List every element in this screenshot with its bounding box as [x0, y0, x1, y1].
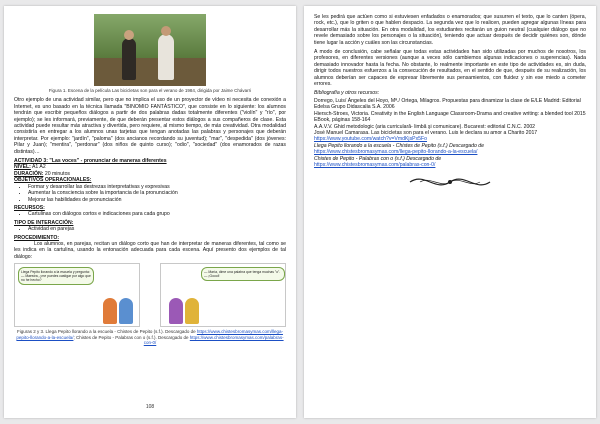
film-scene-photo	[94, 14, 206, 86]
list-item: • Actividad en parejas	[28, 226, 286, 232]
biblio-entry: José Manuel Camarasa. Las bicicletas son para el verano. Luis le declara su amor a Charito 2017	[314, 129, 538, 136]
maria-figure	[169, 298, 183, 324]
pepito-figure	[103, 298, 117, 324]
biblio-entry: Dorrego, Luis/ Ángeles del Hoyo, Mª./ Ortega, Milagros. Propuestas para dinamizar la clase de E/LE Madrid: Editorial Edelsa Grupo Didascalia S.A. 2006	[314, 97, 581, 111]
objetivos-heading: OBJETIVOS OPERACIONALES:	[14, 177, 92, 184]
figure-1-caption: Figura 1. Escena de la película Las bicicletas son para el verano de 1984, dirigida por Jaime Chávarri	[48, 88, 252, 93]
procedimiento-heading: PROCEDIMIENTO:	[14, 234, 60, 241]
biblio-entry: A.A.V.V. Ghid metodologic (aria curriculară- limbă şi comunicare). Bucarest: editorial C.N.C. 2002	[314, 123, 536, 130]
page-number: 108	[145, 403, 155, 410]
procedimiento-text: Los alumnos, en parejas, recitan un diálogo corto que han de interpretar de maneras diferentes, tal como se les indica en la cartulina, usando la entonación adecuada para cada escena. Aquí presento dos ejemplos de tal diálogo:	[14, 240, 286, 260]
flourish-icon	[405, 172, 495, 192]
figures-2-3-caption: Figuras 2 y 3. Llega Pepito llorando a la escuela - Chistes de Pepito (s.f.). Descargado de https://www.chistesbromasymas.com/llega-pepito-llorando-a-la-escuela/; Chistes de Pepito - Palabras con o (s.f.). Descargado de https://www.chistesbromasymas.com/palabras-con-0/	[16, 329, 284, 345]
objetivos-list	[14, 184, 286, 203]
list-item: • Mejorar las habilidades de pronunciación	[28, 197, 286, 203]
youtube-link[interactable]: https://www.youtube.com/watch?v=VmdKjsPx5Fo	[314, 136, 428, 143]
intro-paragraph: Otro ejemplo de una actividad similar, pero que no implica el uso de un proyector de vídeo ni necesita de conexión a Internet, es uno basado en la técnica llamada "BINOMIO FANTÁSTICO", que consiste en lo siguiente: los alumnos tendrán que escribir pequeños diálogos a partir de dos palabras dadas totalmente diferentes ("violín" y "río", por ejemplo); se les informará, previamente, de que deberán presentar estos diálogos a sus compañeros de clase. Esta actividad puede resultar más atractiva y divertida, pero requiere, al mismo tiempo, de más creatividad. Otra modalidad consistiría en entregar a los alumnos unas tarjetas que tengan anotadas las palabras y personajes que deberán interpretar. Por ejemplo: "jardín", "paloma" (dos ancianos recordando su juventud); "mar", "despedida" (dos jóvenes: Pilar y Juan); "mentira", "perdonar" (dos niños de quinto curso); "odio", "sociedad" (dos enamorados de razas distintas)…	[14, 97, 286, 155]
activity-title: ACTIVIDAD 3: "Las voces" - pronunciar de maneras diferentes	[14, 158, 167, 165]
cartoon-1-text: Llega Pepito llorando a la escuela y pregunta: — Maestra, ¿me puedes castigar por algo que no he hecho?	[18, 267, 94, 285]
cartoon-palabras-con-o	[160, 263, 286, 327]
teacher-figure	[119, 298, 133, 324]
llega-pepito-link[interactable]: https://www.chistesbromasymas.com/llega-pepito-llorando-a-la-escuela/	[16, 329, 283, 340]
llega-pepito-link-2[interactable]: https://www.chistesbromasymas.com/llega-pepito-llorando-a-la-escuela/	[314, 149, 478, 156]
biblio-entry: Llega Pepito llorando a la escuela - Chistes de Pepito (s.f.) Descargado de	[314, 142, 485, 149]
cartoon-llega-pepito	[14, 263, 140, 327]
nivel-row: NIVEL: A1 A2	[14, 164, 46, 171]
recursos-list	[14, 211, 286, 217]
duracion-row: DURACIÓN: 20 minutos	[14, 170, 70, 177]
biblio-entry: Hiersch-Stroes, Victoria. Creativity in the English Language Classroom-Drama and creative writing: a blended tool 2015 EBook, páginas 158-164	[314, 110, 586, 124]
chistes-link[interactable]: https://www.chistesbromasymas.com/palabras-con-0/	[314, 161, 436, 168]
left-page	[4, 6, 296, 418]
ornament-divider	[314, 172, 586, 194]
right-paragraph-2: A modo de conclusión, cabe señalar que todas estas actividades han sido utilizadas por muchos de nosotros, los profesores, en diferentes versiones (aunque a veces sólo cambiemos algunas indicaciones o sugerencias). Nada demasiado innovador hasta la fecha. No obstante, lo realmente importante en este tipo de actividades es, sin duda, dirigir todos nuestros esfuerzos a la consecución de resultados, en el sentido de que, después de su realización, los alumnos deberían ser capaces de expresar libremente sus pensamientos, con fluidez y sin ese miedo a cometer errores.	[314, 49, 586, 88]
right-page	[304, 6, 596, 418]
bibliography-title: Bibliografía y otros recursos:	[314, 90, 380, 97]
pepito-figure-2	[185, 298, 199, 324]
bibliography	[314, 90, 586, 168]
list-item: • Aumentar la consciencia sobre la importancia de la pronunciación	[28, 190, 286, 196]
cartoon-2-text: — María, dime una palabra que tenga muchas "o". — ¡Goool!	[201, 267, 285, 281]
right-paragraph-1: Se les pedirá que actúen como si estuviesen enfadados o enamorados; que susurren el texto, que lo canten (ópera, rock, etc.), que lo griten o que hablen despacio. La segunda vez que lo realicen, pueden agregar algunas líneas para desarrollar más la situación. En otra modalidad, los estudiantes recitarán un guion neutral (cualquier diálogo que no revele demasiado sobre los personajes o la situación), teniendo que actuar después de decidir quiénes son, dónde tiene lugar la acción y cuáles son las circunstancias.	[314, 14, 586, 46]
biblio-entry: Chistes de Pepito - Palabras con o (s.f.) Descargado de	[314, 155, 442, 162]
palabras-con-o-link[interactable]: https://www.chistesbromasymas.com/palabras-con-0/	[143, 334, 284, 345]
recursos-heading: RECURSOS:	[14, 204, 45, 211]
tipo-heading: TIPO DE INTERACCIÓN:	[14, 219, 74, 226]
list-item: • Formar y desarrollar las destrezas interpretativas y expresivas	[28, 184, 286, 190]
list-item: • Cartulinas con diálogos cortos e indicaciones para cada grupo	[28, 211, 286, 217]
tipo-list	[14, 226, 286, 232]
cartoon-images	[14, 263, 286, 327]
